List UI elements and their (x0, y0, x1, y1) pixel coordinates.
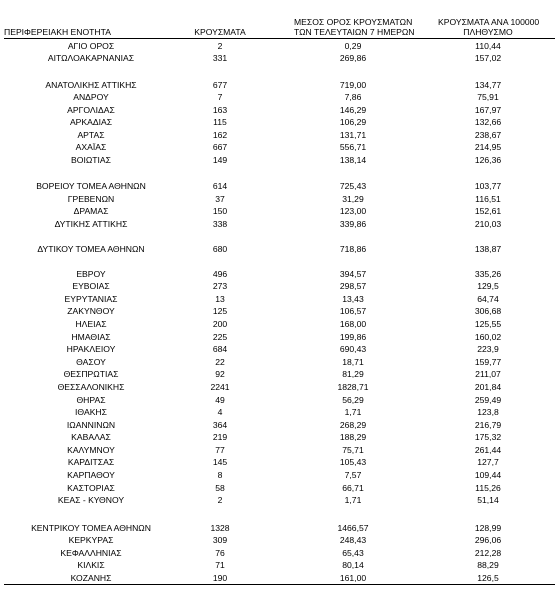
per-capita-cell: 175,32 (474, 432, 502, 442)
table-row (0, 104, 559, 116)
avg-cell: 80,14 (342, 560, 364, 570)
per-capita-cell: 216,79 (474, 420, 502, 430)
cases-cell: 162 (212, 130, 228, 140)
avg-cell: 718,86 (339, 244, 367, 254)
table-row (0, 368, 559, 380)
per-capita-cell: 259,49 (474, 395, 502, 405)
per-capita-cell: 103,77 (474, 181, 502, 191)
avg-cell: 81,29 (342, 369, 364, 379)
avg-cell: 1828,71 (337, 382, 369, 392)
region-cell: ΔΡΑΜΑΣ (73, 206, 109, 216)
header-rule (4, 38, 555, 39)
header-per-line2: ΠΛΗΘΥΣΜΟ (463, 27, 513, 37)
table-row (0, 91, 559, 103)
cases-cell: 614 (212, 181, 228, 191)
cases-cell: 496 (212, 269, 228, 279)
header-avg-line1: ΜΕΣΟΣ ΟΡΟΣ ΚΡΟΥΣΜΑΤΩΝ (294, 17, 413, 27)
region-cell: ΘΕΣΠΡΩΤΙΑΣ (63, 369, 119, 379)
cases-cell: 145 (212, 457, 228, 467)
per-capita-cell: 88,29 (477, 560, 499, 570)
region-cell: ΘΗΡΑΣ (76, 395, 106, 405)
cases-cell: 667 (212, 142, 228, 152)
per-capita-cell: 152,61 (474, 206, 502, 216)
table-row (0, 205, 559, 217)
cases-cell: 273 (212, 281, 228, 291)
region-cell: ΙΩΑΝΝΙΝΩΝ (66, 420, 116, 430)
table-row (0, 469, 559, 481)
avg-cell: 138,14 (339, 155, 367, 165)
per-capita-cell: 128,99 (474, 523, 502, 533)
region-cell: ΚΑΡΔΙΤΣΑΣ (67, 457, 115, 467)
cases-cell: 115 (213, 117, 227, 127)
table-row (0, 318, 559, 330)
avg-cell: 0,29 (344, 41, 362, 51)
per-capita-cell: 110,44 (475, 41, 501, 51)
avg-cell: 18,71 (342, 357, 364, 367)
region-cell: ΑΡΚΑΔΙΑΣ (69, 117, 113, 127)
cases-cell: 4 (217, 407, 223, 417)
table-row (0, 218, 559, 230)
per-capita-cell: 126,36 (474, 155, 502, 165)
cases-cell: 677 (212, 80, 228, 90)
per-capita-cell: 159,77 (474, 357, 502, 367)
cases-cell: 190 (212, 573, 228, 583)
region-cell: ΚΑΡΠΑΘΟΥ (67, 470, 115, 480)
avg-cell: 248,43 (339, 535, 367, 545)
region-cell: ΑΓΙΟ ΟΡΟΣ (67, 41, 115, 51)
per-capita-cell: 214,95 (474, 142, 502, 152)
table-row (0, 268, 559, 280)
cases-cell: 49 (215, 395, 225, 405)
table-row (0, 356, 559, 368)
cases-cell: 150 (212, 206, 228, 216)
per-capita-cell: 109,44 (474, 470, 502, 480)
cases-cell: 2 (217, 495, 223, 505)
avg-cell: 1466,57 (337, 523, 369, 533)
table-row (0, 419, 559, 431)
avg-cell: 556,71 (339, 142, 367, 152)
table-row (0, 280, 559, 292)
region-cell: ΗΛΕΙΑΣ (75, 319, 107, 329)
table-row (0, 559, 559, 571)
cases-cell: 22 (215, 357, 225, 367)
per-capita-cell: 238,67 (474, 130, 502, 140)
region-cell: ΙΘΑΚΗΣ (75, 407, 107, 417)
table-row (0, 482, 559, 494)
region-cell: ΚΟΖΑΝΗΣ (70, 573, 112, 583)
avg-cell: 131,71 (339, 130, 367, 140)
region-cell: ΚΑΛΥΜΝΟΥ (67, 445, 115, 455)
table-row (0, 243, 559, 255)
region-cell: ΗΡΑΚΛΕΙΟΥ (66, 344, 116, 354)
region-cell: ΘΑΣΟΥ (76, 357, 106, 367)
table-row (0, 40, 559, 52)
avg-cell: 725,43 (339, 181, 367, 191)
per-capita-cell: 160,02 (474, 332, 502, 342)
table-row (0, 116, 559, 128)
avg-cell: 13,43 (342, 294, 364, 304)
avg-cell: 298,57 (339, 281, 367, 291)
per-capita-cell: 125,55 (474, 319, 502, 329)
cases-cell: 149 (212, 155, 228, 165)
cases-cell: 7 (217, 92, 223, 102)
cases-cell: 2 (217, 41, 223, 51)
cases-cell: 338 (212, 219, 228, 229)
header-cases: ΚΡΟΥΣΜΑΤΑ (194, 27, 246, 37)
region-cell: ΚΕΑΣ - ΚΥΘΝΟΥ (57, 495, 125, 505)
avg-cell: 146,29 (339, 105, 367, 115)
avg-cell: 65,43 (342, 548, 364, 558)
avg-cell: 106,57 (339, 306, 367, 316)
region-cell: ΚΑΒΑΛΑΣ (71, 432, 111, 442)
cases-cell: 163 (212, 105, 228, 115)
table-row (0, 79, 559, 91)
per-capita-cell: 261,44 (474, 445, 502, 455)
table-row (0, 52, 559, 64)
region-cell: ΕΥΒΟΙΑΣ (72, 281, 110, 291)
per-capita-cell: 306,68 (474, 306, 502, 316)
region-cell: ΔΥΤΙΚΗΣ ΑΤΤΙΚΗΣ (54, 219, 128, 229)
cases-cell: 309 (212, 535, 228, 545)
avg-cell: 188,29 (339, 432, 367, 442)
per-capita-cell: 129,5 (477, 281, 499, 291)
per-capita-cell: 167,97 (474, 105, 502, 115)
avg-cell: 7,86 (344, 92, 362, 102)
header-avg-line2: ΤΩΝ ΤΕΛΕΥΤΑΙΩΝ 7 ΗΜΕΡΩΝ (294, 27, 415, 37)
per-capita-cell: 132,66 (474, 117, 502, 127)
avg-cell: 75,71 (342, 445, 364, 455)
per-capita-cell: 75,91 (477, 92, 499, 102)
region-cell: ΑΡΓΟΛΙΔΑΣ (67, 105, 115, 115)
per-capita-cell: 211,07 (475, 369, 501, 379)
table-row (0, 522, 559, 534)
avg-cell: 719,00 (339, 80, 367, 90)
cases-cell: 125 (212, 306, 228, 316)
table-row (0, 129, 559, 141)
per-capita-cell: 201,84 (474, 382, 502, 392)
table-row (0, 141, 559, 153)
table-row (0, 381, 559, 393)
avg-cell: 268,29 (339, 420, 367, 430)
table-row (0, 456, 559, 468)
per-capita-cell: 51,14 (477, 495, 499, 505)
cases-cell: 13 (215, 294, 225, 304)
region-cell: ΑΡΤΑΣ (77, 130, 105, 140)
per-capita-cell: 138,87 (474, 244, 502, 254)
per-capita-cell: 126,5 (477, 573, 499, 583)
avg-cell: 690,43 (339, 344, 367, 354)
header-per-line1: ΚΡΟΥΣΜΑΤΑ ΑΝΑ 100000 (438, 17, 540, 27)
cases-cell: 8 (217, 470, 223, 480)
cases-cell: 680 (212, 244, 228, 254)
cases-cell: 76 (215, 548, 225, 558)
avg-cell: 339,86 (339, 219, 367, 229)
table-row (0, 444, 559, 456)
per-capita-cell: 223,9 (477, 344, 499, 354)
region-cell: ΚΕΝΤΡΙΚΟΥ ΤΟΜΕΑ ΑΘΗΝΩΝ (31, 523, 151, 533)
cases-cell: 684 (212, 344, 228, 354)
region-cell: ΚΙΛΚΙΣ (77, 560, 105, 570)
table-row (0, 547, 559, 559)
table-row (0, 343, 559, 355)
per-capita-cell: 212,28 (474, 548, 502, 558)
cases-cell: 77 (215, 445, 225, 455)
avg-cell: 168,00 (339, 319, 367, 329)
table-row (0, 180, 559, 192)
cases-cell: 225 (212, 332, 228, 342)
cases-cell: 1328 (210, 523, 230, 533)
region-cell: ΘΕΣΣΑΛΟΝΙΚΗΣ (57, 382, 125, 392)
region-cell: ΔΥΤΙΚΟΥ ΤΟΜΕΑ ΑΘΗΝΩΝ (37, 244, 145, 254)
table-row (0, 431, 559, 443)
table-row (0, 406, 559, 418)
bottom-rule (4, 584, 555, 585)
cases-cell: 92 (215, 369, 225, 379)
per-capita-cell: 296,06 (474, 535, 502, 545)
region-cell: ΚΕΦΑΛΛΗΝΙΑΣ (60, 548, 122, 558)
region-cell: ΒΟΙΩΤΙΑΣ (71, 155, 111, 165)
region-cell: ΑΝΑΤΟΛΙΚΗΣ ΑΤΤΙΚΗΣ (45, 80, 137, 90)
avg-cell: 394,57 (339, 269, 367, 279)
per-capita-cell: 335,26 (474, 269, 502, 279)
per-capita-cell: 123,8 (477, 407, 499, 417)
avg-cell: 199,86 (339, 332, 367, 342)
region-cell: ΗΜΑΘΙΑΣ (71, 332, 111, 342)
per-capita-cell: 64,74 (477, 294, 499, 304)
cases-cell: 71 (215, 560, 225, 570)
table-row (0, 193, 559, 205)
region-cell: ΑΙΤΩΛΟΑΚΑΡΝΑΝΙΑΣ (47, 53, 135, 63)
region-cell: ΓΡΕΒΕΝΩΝ (67, 194, 115, 204)
table-row (0, 305, 559, 317)
avg-cell: 66,71 (342, 483, 364, 493)
avg-cell: 1,71 (344, 495, 362, 505)
region-cell: ΖΑΚΥΝΘΟΥ (67, 306, 115, 316)
per-capita-cell: 127,7 (477, 457, 499, 467)
avg-cell: 106,29 (339, 117, 367, 127)
region-cell: ΕΥΡΥΤΑΝΙΑΣ (64, 294, 118, 304)
table-row (0, 331, 559, 343)
table-row (0, 494, 559, 506)
cases-cell: 331 (212, 53, 228, 63)
header-region: ΠΕΡΙΦΕΡΕΙΑΚΗ ΕΝΟΤΗΤΑ (4, 27, 111, 37)
table-row (0, 534, 559, 546)
cases-cell: 219 (212, 432, 228, 442)
per-capita-cell: 115,26 (475, 483, 501, 493)
per-capita-cell: 157,02 (474, 53, 502, 63)
table-row (0, 293, 559, 305)
table-row (0, 572, 559, 584)
cases-cell: 200 (212, 319, 228, 329)
per-capita-cell: 116,51 (475, 194, 501, 204)
cases-cell: 58 (215, 483, 225, 493)
avg-cell: 31,29 (342, 194, 364, 204)
cases-cell: 37 (215, 194, 225, 204)
region-cell: ΕΒΡΟΥ (76, 269, 106, 279)
avg-cell: 161,00 (339, 573, 367, 583)
region-cell: ΒΟΡΕΙΟΥ ΤΟΜΕΑ ΑΘΗΝΩΝ (36, 181, 146, 191)
region-cell: ΑΧΑΪΑΣ (75, 142, 107, 152)
cases-cell: 364 (212, 420, 228, 430)
table-row (0, 394, 559, 406)
region-cell: ΚΑΣΤΟΡΙΑΣ (67, 483, 115, 493)
region-cell: ΚΕΡΚΥΡΑΣ (68, 535, 114, 545)
avg-cell: 56,29 (342, 395, 364, 405)
cases-cell: 2241 (210, 382, 230, 392)
per-capita-cell: 210,03 (474, 219, 502, 229)
region-cell: ΑΝΔΡΟΥ (73, 92, 109, 102)
avg-cell: 269,86 (339, 53, 367, 63)
avg-cell: 1,71 (344, 407, 362, 417)
avg-cell: 7,57 (344, 470, 362, 480)
avg-cell: 123,00 (339, 206, 367, 216)
table-row (0, 154, 559, 166)
per-capita-cell: 134,77 (474, 80, 502, 90)
avg-cell: 105,43 (339, 457, 367, 467)
